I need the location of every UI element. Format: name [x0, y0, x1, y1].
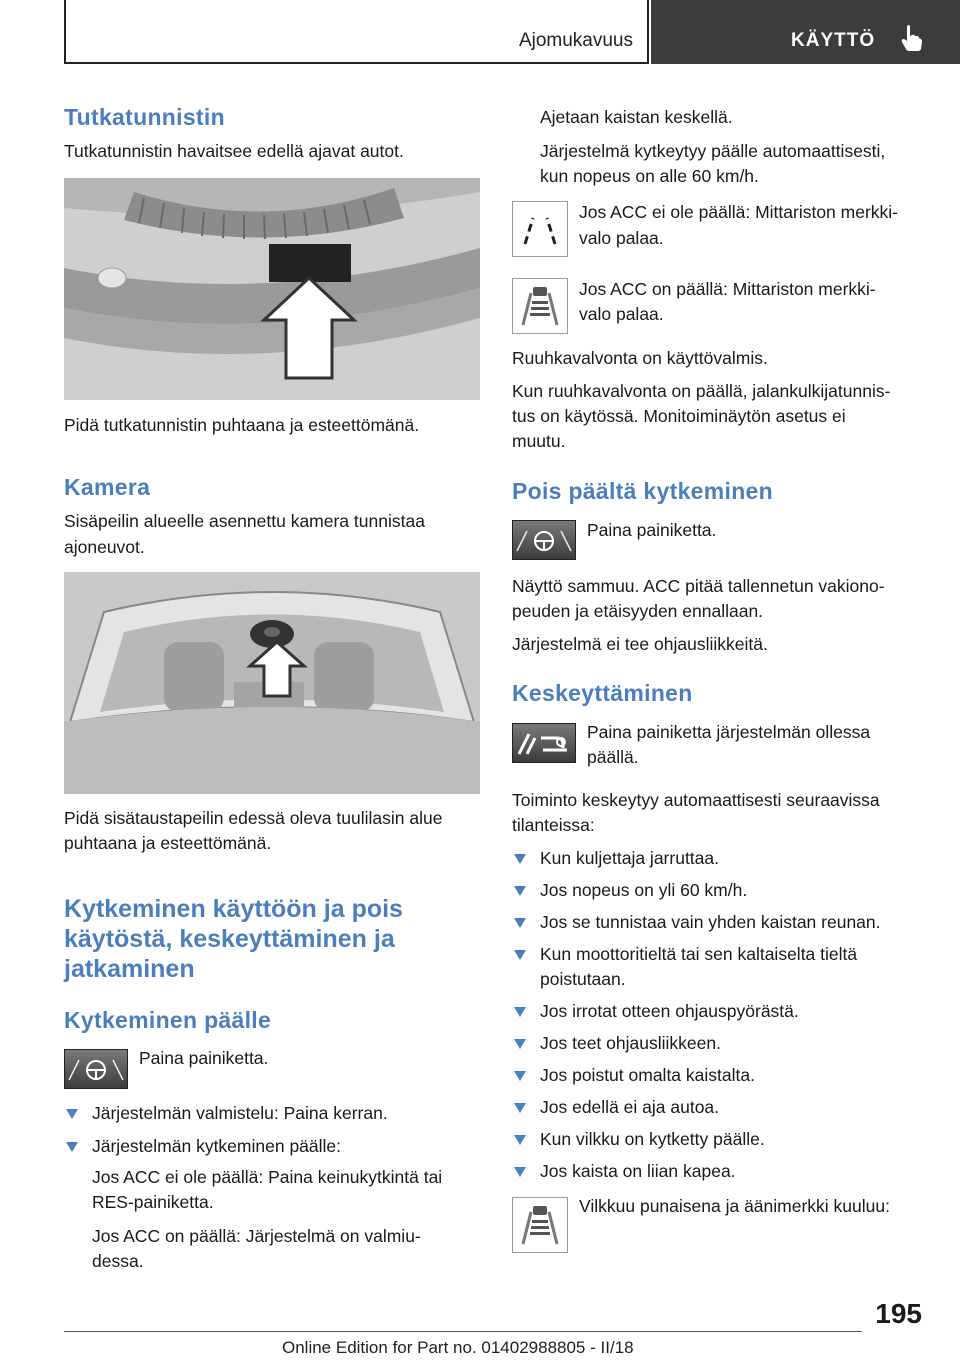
list-item: Jos nopeus on yli 60 km/h. [512, 878, 747, 902]
footer-divider [64, 1331, 862, 1332]
section-heading-line3: jatkaminen [64, 955, 195, 983]
list-item: Jos edellä ei aja autoa. [512, 1095, 719, 1119]
header-section-box [64, 0, 649, 64]
camera-heading: Kamera [64, 474, 151, 500]
list-item: Jos teet ohjausliikkeen. [512, 1031, 721, 1055]
header-chapter-box [651, 0, 960, 64]
center-lane-text: Ajetaan kaistan keskellä. [540, 107, 733, 127]
radar-sensor-heading: Tutkatunnistin [64, 104, 225, 130]
switch-on-press-text: Paina painiketta. [139, 1048, 269, 1068]
camera-photo [64, 572, 480, 794]
header-chapter-title: KÄYTTÖ [791, 30, 876, 51]
auto-on-text-line1: Järjestelmä kytkeytyy päälle automaattisesti, [540, 141, 886, 161]
steering-wheel-icon [64, 1049, 128, 1089]
car-interior-illustration [64, 572, 480, 794]
switch-off-text-line2: peuden ja etäisyyden ennallaan. [512, 601, 764, 621]
switch-on-heading: Kytkeminen päälle [64, 1007, 272, 1033]
sub-text: Jos ACC ei ole päällä: Paina keinukytkintä tai [92, 1167, 443, 1187]
steering-wheel-icon [512, 520, 576, 560]
camera-text-line2: ajoneuvot. [64, 537, 145, 557]
camera-caption-line2: puhtaana ja esteettömänä. [64, 833, 272, 853]
switch-off-heading: Pois päältä kytkeminen [512, 478, 773, 504]
steering-pause-icon [512, 723, 576, 763]
pause-heading: Keskeyttäminen [512, 680, 693, 706]
indicator-off-text-line2: valo palaa. [579, 228, 664, 248]
warning-text: Vilkkuu punaisena ja äänimerkki kuuluu: [579, 1196, 890, 1216]
pointing-hand-icon [899, 24, 923, 52]
lane-lines-icon [512, 201, 568, 257]
pause-press-text-line2: päällä. [587, 747, 639, 767]
sub-text: RES-painiketta. [92, 1192, 214, 1212]
pedestrian-text-line2: tus on käytössä. Monitoiminäytön asetus ei [512, 406, 846, 426]
auto-pause-text-line1: Toiminto keskeytyy automaattisesti seuraavissa [512, 790, 880, 810]
lane-warning-icon [512, 1197, 568, 1253]
section-heading-line1: Kytkeminen käyttöön ja pois [64, 895, 403, 923]
switch-off-press-text: Paina painiketta. [587, 520, 717, 540]
list-item: Jos irrotat otteen ohjauspyörästä. [512, 999, 799, 1023]
list-item: Kun kuljettaja jarruttaa. [512, 846, 719, 870]
radar-sensor-photo [64, 178, 480, 400]
list-item: Jos poistut omalta kaistalta. [512, 1063, 755, 1087]
sub-text: dessa. [92, 1251, 144, 1271]
radar-sensor-text: Tutkatunnistin havaitsee edellä ajavat autot. [64, 141, 404, 161]
list-item: Kun moottoritieltä tai sen kaltaiselta tieltä [512, 942, 857, 966]
indicator-on-text-line1: Jos ACC on päällä: Mittariston merkki- [579, 279, 876, 299]
radar-caption: Pidä tutkatunnistin puhtaana ja esteettömänä. [64, 415, 420, 435]
switch-off-text-line3: Järjestelmä ei tee ohjausliikkeitä. [512, 634, 768, 654]
camera-text-line1: Sisäpeilin alueelle asennettu kamera tunnistaa [64, 511, 425, 531]
list-item-continuation: poistutaan. [540, 969, 626, 989]
pedestrian-text-line1: Kun ruuhkavalvonta on päällä, jalankulkijatunnis- [512, 381, 891, 401]
page-number: 195 [875, 1298, 922, 1329]
switch-off-text-line1: Näyttö sammuu. ACC pitää tallennetun vakiono- [512, 576, 885, 596]
auto-on-text-line2: kun nopeus on alle 60 km/h. [540, 166, 759, 186]
list-item: Jos se tunnistaa vain yhden kaistan reunan. [512, 910, 881, 934]
camera-caption-line1: Pidä sisätaustapeilin edessä oleva tuulilasin alue [64, 808, 443, 828]
sub-text: Jos ACC on päällä: Järjestelmä on valmiu- [92, 1226, 421, 1246]
list-item: Järjestelmän valmistelu: Paina kerran. [64, 1101, 388, 1125]
list-item: Jos kaista on liian kapea. [512, 1159, 736, 1183]
pedestrian-text-line3: muutu. [512, 431, 566, 451]
footer-edition: Online Edition for Part no. 01402988805 - II/18 [282, 1338, 634, 1357]
section-heading-line2: käytöstä, keskeyttäminen ja [64, 925, 395, 953]
lane-car-icon [512, 278, 568, 334]
car-front-illustration [64, 178, 480, 400]
ready-text: Ruuhkavalvonta on käyttövalmis. [512, 348, 768, 368]
auto-pause-text-line2: tilanteissa: [512, 815, 595, 835]
indicator-on-text-line2: valo palaa. [579, 304, 664, 324]
list-item: Järjestelmän kytkeminen päälle: [64, 1134, 341, 1158]
header-section-title: Ajomukavuus [518, 30, 633, 51]
list-item: Kun vilkku on kytketty päälle. [512, 1127, 765, 1151]
indicator-off-text-line1: Jos ACC ei ole päällä: Mittariston merkki- [579, 202, 898, 222]
pause-press-text-line1: Paina painiketta järjestelmän ollessa [587, 722, 871, 742]
